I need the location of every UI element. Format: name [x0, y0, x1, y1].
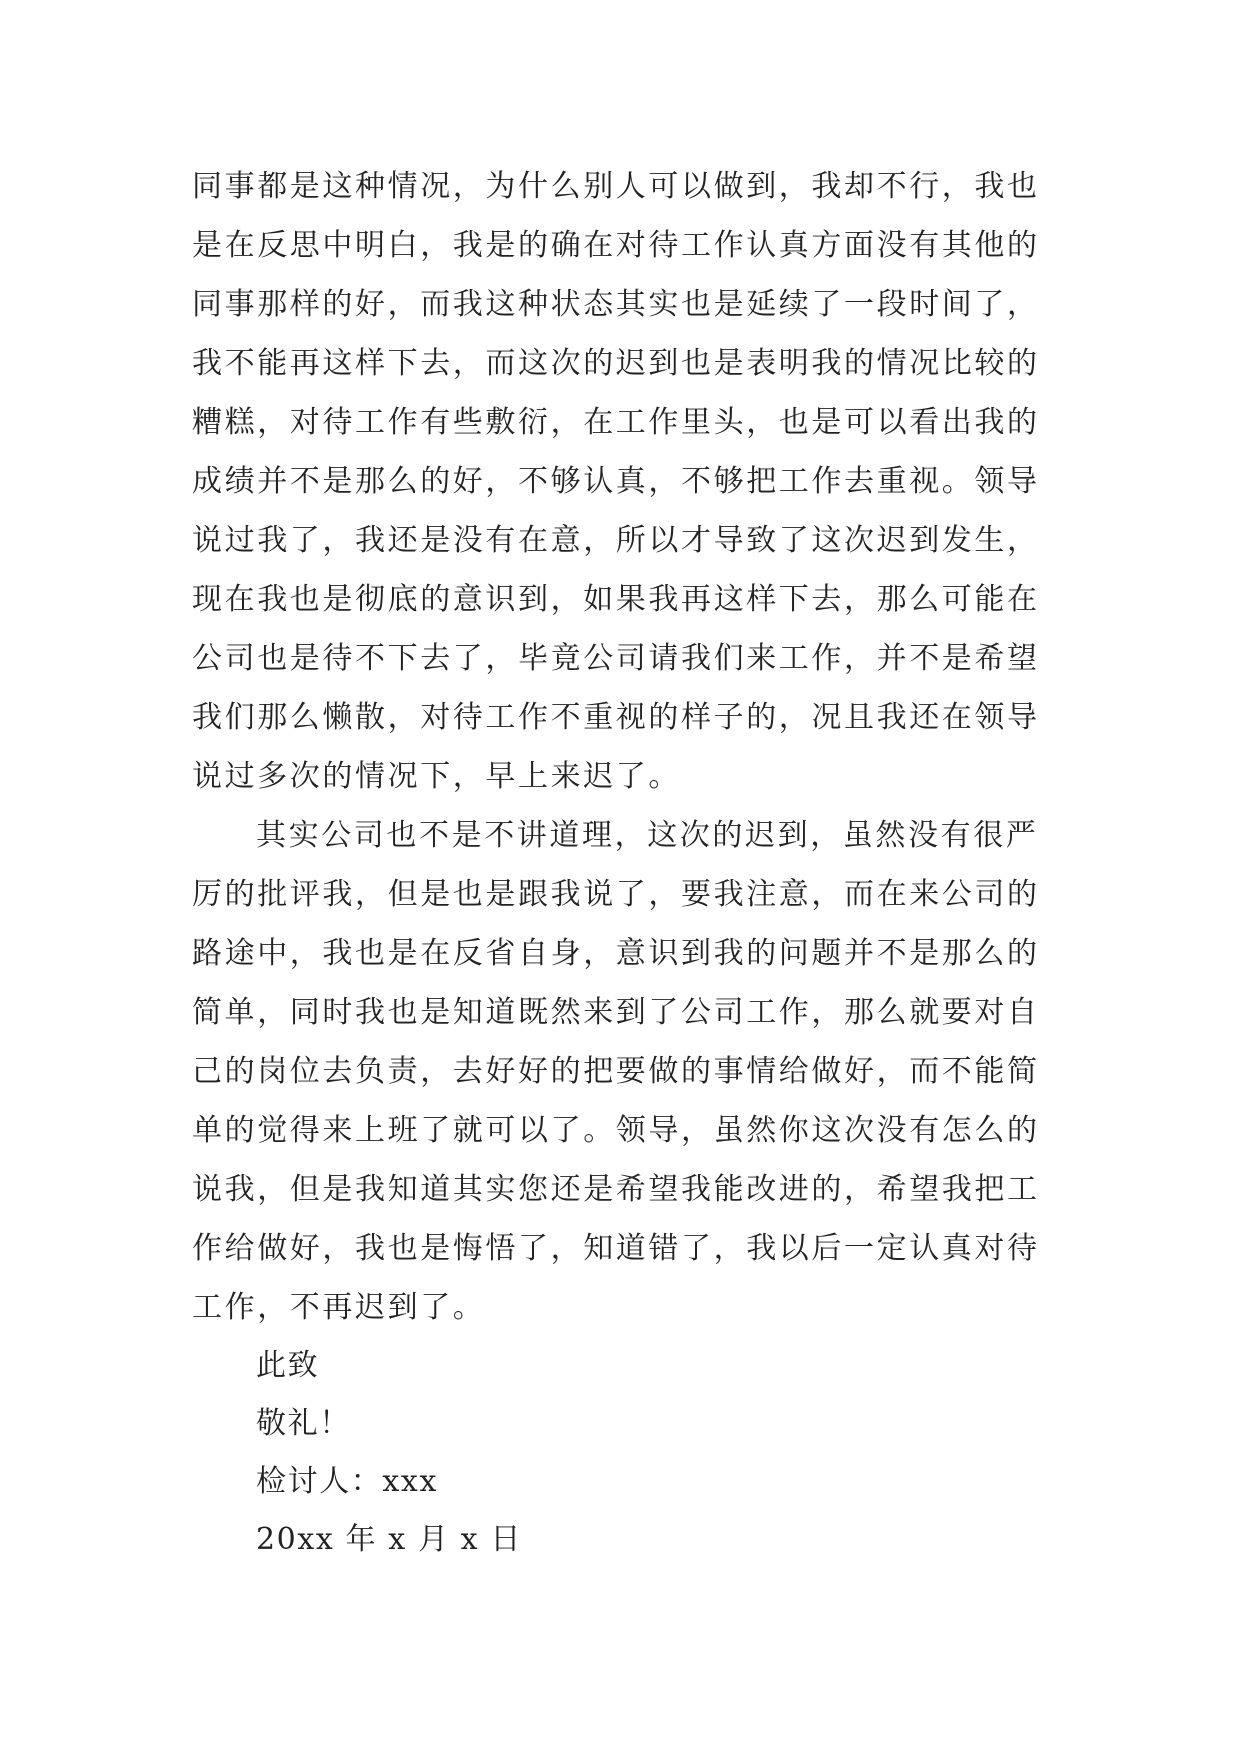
- paragraph-line: 己的岗位去负责，去好好的把要做的事情给做好，而不能简: [192, 1054, 1040, 1089]
- signer-line: 检讨人：xxx: [256, 1464, 438, 1499]
- paragraph-line: 作给做好，我也是悔悟了，知道错了，我以后一定认真对待: [192, 1231, 1040, 1266]
- paragraph-line: 同事都是这种情况，为什么别人可以做到，我却不行，我也: [192, 169, 1040, 204]
- paragraph-line: 说过多次的情况下，早上来迟了。: [192, 759, 681, 794]
- paragraph-1: [192, 157, 1072, 806]
- paragraph-line: 说过我了，我还是没有在意，所以才导致了这次迟到发生，: [192, 523, 1040, 558]
- paragraph-line: 现在我也是彻底的意识到，如果我再这样下去，那么可能在: [192, 582, 1040, 617]
- paragraph-line: 成绩并不是那么的好，不够认真，不够把工作去重视。领导: [192, 464, 1040, 499]
- paragraph-line: 简单，同时我也是知道既然来到了公司工作，那么就要对自: [192, 995, 1040, 1030]
- salutation-line: 此致: [256, 1348, 320, 1383]
- paragraph-2: [192, 806, 1072, 1337]
- paragraph-line: 路途中，我也是在反省自身，意识到我的问题并不是那么的: [192, 936, 1040, 971]
- paragraph-line: 工作，不再迟到了。: [192, 1290, 486, 1325]
- paragraph-line: 我们那么懒散，对待工作不重视的样子的，况且我还在领导: [192, 700, 1040, 735]
- paragraph-line: 糟糕，对待工作有些敷衍，在工作里头，也是可以看出我的: [192, 405, 1040, 440]
- closing-block: [192, 1337, 1072, 1569]
- paragraph-line: 我不能再这样下去，而这次的迟到也是表明我的情况比较的: [192, 346, 1040, 381]
- paragraph-line: 同事那样的好，而我这种状态其实也是延续了一段时间了，: [192, 287, 1040, 322]
- paragraph-line: 厉的批评我，但是也是跟我说了，要我注意，而在来公司的: [192, 877, 1040, 912]
- paragraph-line: 说我，但是我知道其实您还是希望我能改进的，希望我把工: [192, 1172, 1040, 1207]
- paragraph-line: 其实公司也不是不讲道理，这次的迟到，虽然没有很严: [256, 818, 1039, 853]
- letter-body: [192, 157, 1072, 1569]
- salutation-line: 敬礼！: [256, 1406, 351, 1441]
- paragraph-line: 是在反思中明白，我是的确在对待工作认真方面没有其他的: [192, 228, 1040, 263]
- date-line: 20xx 年 x 月 x 日: [256, 1522, 522, 1557]
- paragraph-line: 公司也是待不下去了，毕竟公司请我们来工作，并不是希望: [192, 641, 1040, 676]
- paragraph-line: 单的觉得来上班了就可以了。领导，虽然你这次没有怎么的: [192, 1113, 1040, 1148]
